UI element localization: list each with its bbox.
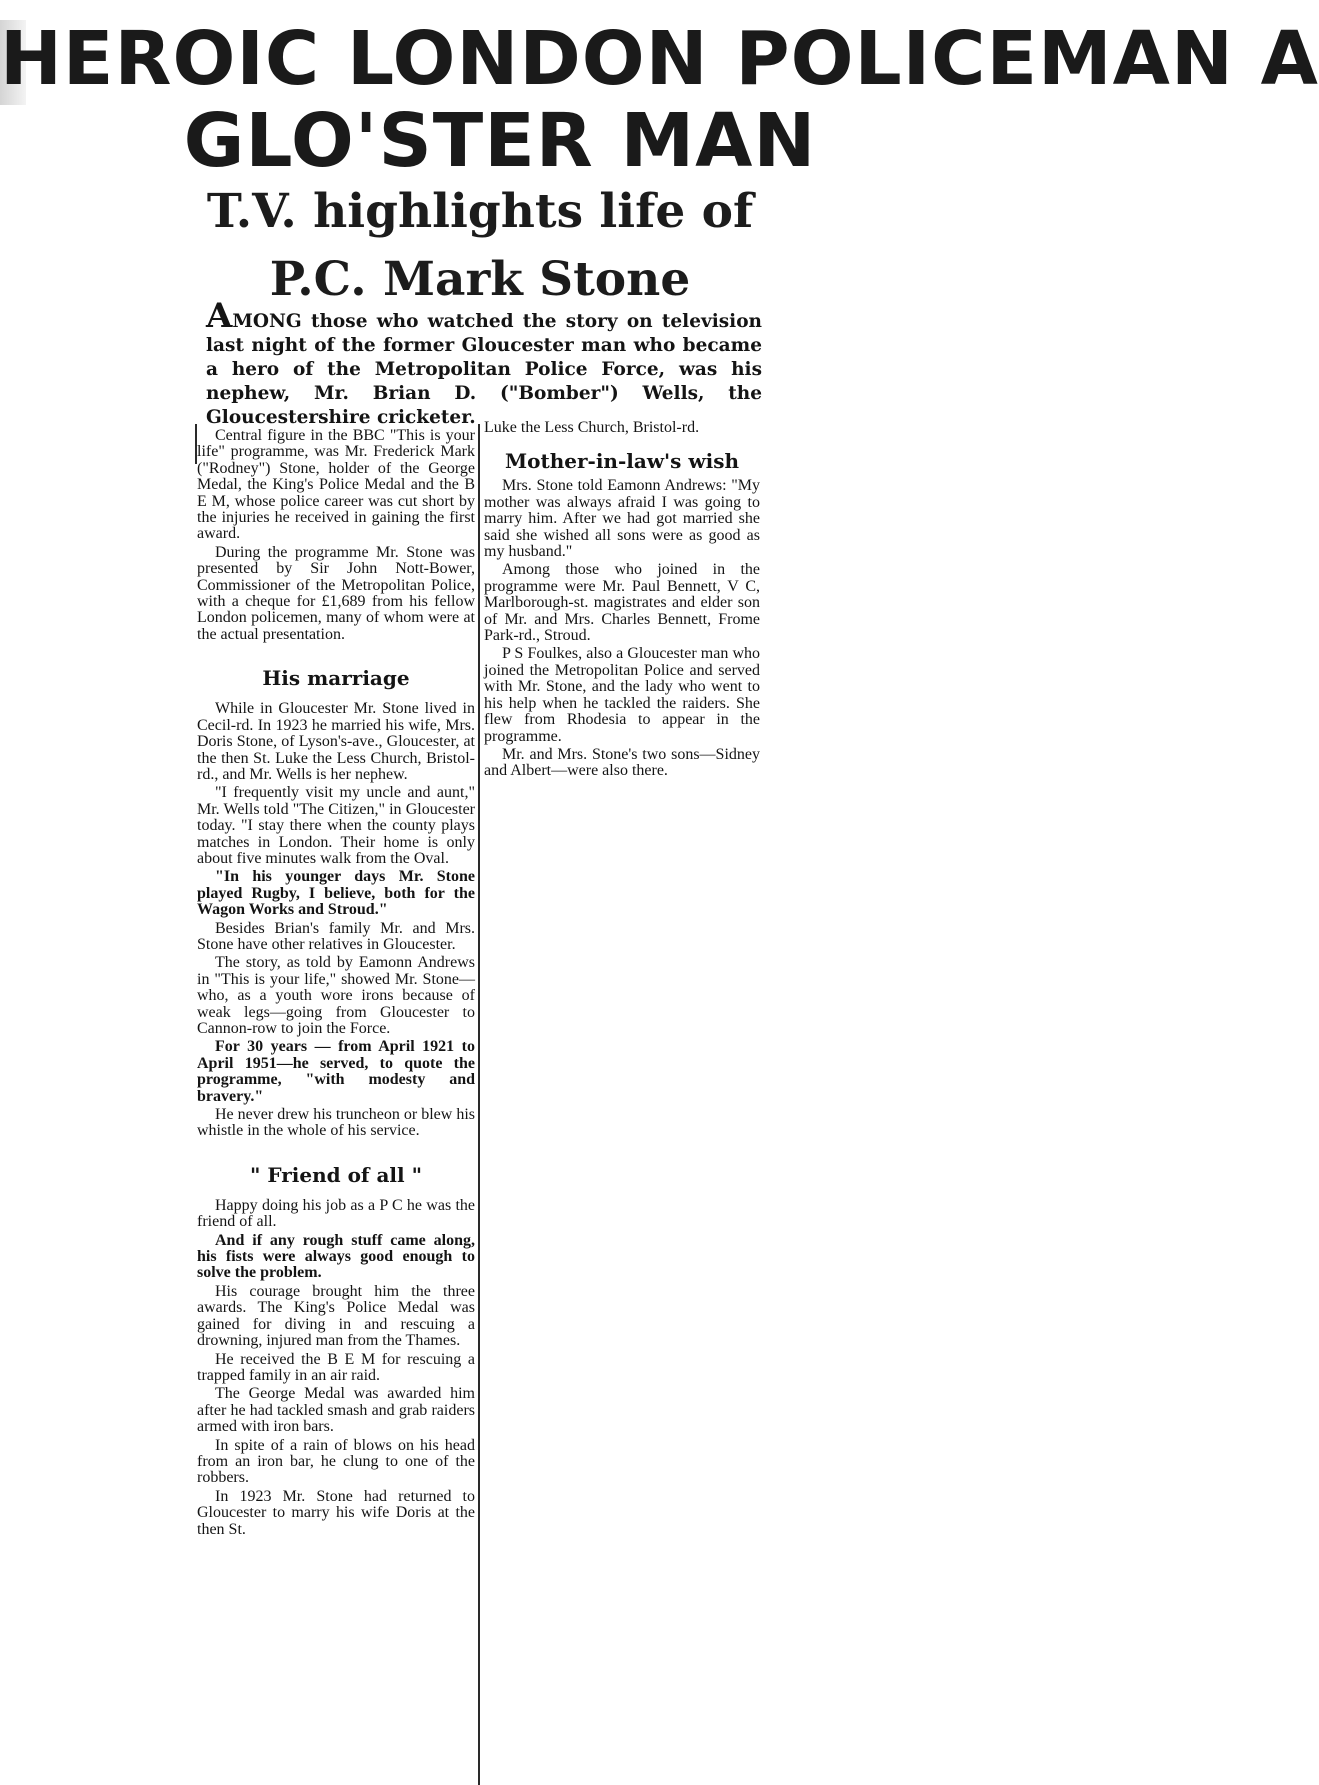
body-paragraph: In spite of a rain of blows on his head from an iron bar, he clung to one of the robbers.: [197, 1436, 475, 1487]
body-paragraph: Happy doing his job as a P C he was the friend of all.: [197, 1196, 475, 1231]
body-paragraph: While in Gloucester Mr. Stone lived in Cecil-rd. In 1923 he married his wife, Mrs. Doris Stone, of Lyson's-ave., Gloucester, at the then St. Luke the Less Church, Bristol-rd., and Mr. Wells is her nephew.: [197, 700, 475, 783]
headline-line-1: HEROIC LONDON POLICEMAN A: [0, 16, 1319, 102]
column-rule-center: [478, 424, 480, 1785]
body-paragraph-bold: For 30 years — from April 1921 to April 1951—he served, to quote the programme, "with modesty and bravery.": [197, 1038, 475, 1105]
body-paragraph: Mrs. Stone told Eamonn Andrews: "My mother was always afraid I was going to marry him. After we had got married she said she wished all sons were as good as my husband.": [484, 477, 760, 561]
body-paragraph: Among those who joined in the programme were Mr. Paul Bennett, V C, Marlborough-st. magistrates and elder son of Mr. and Mrs. Charles Bennett, Frome Park-rd., Stroud.: [484, 561, 760, 645]
headline-line-2: GLO'STER MAN: [183, 98, 817, 184]
section-heading-friend: " Friend of all ": [249, 1162, 423, 1187]
headline: [0, 16, 1319, 184]
subheadline: [150, 178, 810, 314]
body-paragraph: In 1923 Mr. Stone had returned to Gloucester to marry his wife Doris at the then St.: [197, 1487, 475, 1538]
body-paragraph: P S Foulkes, also a Gloucester man who joined the Metropolitan Police and served with Mr. Stone, and the lady who went to his help when he tackled the raiders. She flew from Rhodesia to appear in the programme.: [484, 645, 760, 745]
body-paragraph: The George Medal was awarded him after he had tackled smash and grab raiders armed with iron bars.: [197, 1385, 475, 1436]
body-paragraph: He received the B E M for rescuing a trapped family in an air raid.: [197, 1350, 475, 1384]
body-paragraph: Besides Brian's family Mr. and Mrs. Stone have other relatives in Gloucester.: [197, 919, 475, 953]
body-paragraph: Central figure in the BBC "This is your life" programme, was Mr. Frederick Mark ("Rodney") Stone, holder of the George Medal, the King's Police Medal and the B E M, whose police career was cut short by the injuries he received in gaining the first award.: [197, 427, 475, 543]
body-paragraph-bold: "In his younger days Mr. Stone played Rugby, I believe, both for the Wagon Works and Stroud.": [197, 868, 475, 919]
body-paragraph: The story, as told by Eamonn Andrews in "This is your life," showed Mr. Stone—who, as a youth wore irons because of weak legs—going from Gloucester to Cannon-row to join the Force.: [197, 954, 475, 1037]
body-paragraph: Mr. and Mrs. Stone's two sons—Sidney and Albert—were also there.: [484, 745, 760, 780]
body-paragraph: His courage brought him the three awards. The King's Police Medal was gained for diving in and rescuing a drowning, injured man from the Thames.: [197, 1282, 475, 1350]
body-paragraph: During the programme Mr. Stone was presented by Sir John Nott-Bower, Commissioner of the Metropolitan Police, with a cheque for £1,689 from his fellow London policemen, many of whom were at the actual presentation.: [197, 543, 475, 643]
right-column: [484, 420, 760, 782]
subheadline-line-2: P.C. Mark Stone: [269, 252, 691, 307]
drop-cap: A: [206, 296, 233, 336]
lead-text: MONG those who watched the story on television last night of the former Gloucester man who became a hero of the Metropolitan Police Force, was his nephew, Mr. Brian D. ("Bomber") Wells, the Gloucestershire cricketer.: [206, 311, 762, 428]
left-column: [197, 428, 475, 1540]
section-heading-marriage: His marriage: [262, 666, 410, 691]
body-paragraph: He never drew his truncheon or blew his whistle in the whole of his service.: [197, 1106, 475, 1140]
body-paragraph: "I frequently visit my uncle and aunt," Mr. Wells told "The Citizen," in Gloucester today. "I stay there when the county plays matches in London. Their home is only about five minutes walk from the Oval.: [197, 784, 475, 867]
body-paragraph: Luke the Less Church, Bristol-rd.: [484, 419, 700, 436]
section-heading-wish: Mother-in-law's wish: [505, 449, 739, 474]
lead-paragraph: [206, 296, 762, 430]
subheadline-line-1: T.V. highlights life of: [206, 184, 754, 239]
body-paragraph-bold: And if any rough stuff came along, his fists were always good enough to solve the problem.: [197, 1231, 475, 1282]
